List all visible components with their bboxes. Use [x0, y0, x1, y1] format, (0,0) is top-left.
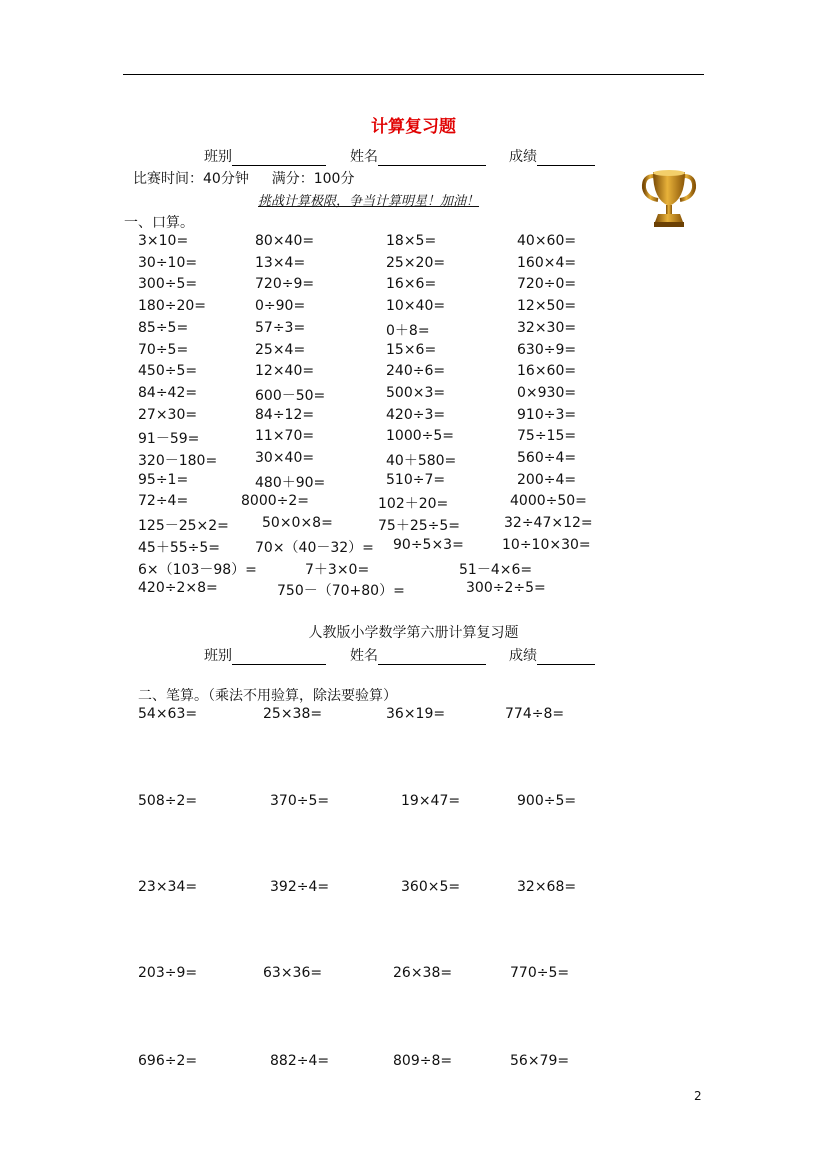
written-problem: 54×63= [138, 706, 198, 722]
class-label: 班别 [204, 149, 232, 165]
oral-problem: 1000÷5= [386, 428, 454, 445]
oral-problem: 180÷20= [138, 298, 206, 315]
written-problem: 882÷4= [270, 1053, 330, 1069]
name-blank[interactable] [378, 151, 486, 166]
oral-problem: 0＋8= [386, 322, 430, 339]
written-problem: 900÷5= [517, 793, 577, 809]
class-label-2: 班别 [204, 648, 232, 664]
name-blank-2[interactable] [378, 650, 486, 665]
written-problem: 19×47= [401, 793, 461, 809]
oral-problem: 3×10= [138, 233, 189, 249]
name-field [350, 146, 486, 166]
score-blank-2[interactable] [537, 650, 595, 665]
written-problem: 32×68= [517, 879, 577, 895]
written-problem: 25×38= [263, 706, 323, 722]
oral-problem: 102＋20= [378, 496, 449, 513]
oral-problem: 45＋55÷5= [138, 539, 220, 556]
name-label-2: 姓名 [350, 648, 378, 664]
score-field-2 [509, 645, 595, 665]
oral-problem: 300÷5= [138, 276, 198, 293]
oral-problem: 910÷3= [517, 406, 577, 423]
oral-problem: 0÷90= [255, 298, 306, 315]
oral-problem: 30×40= [255, 450, 315, 466]
oral-problem: 160×4= [517, 254, 577, 271]
oral-problem: 420÷3= [386, 406, 446, 423]
oral-problem: 72÷4= [138, 493, 189, 510]
subtitle: 人教版小学数学第六册计算复习题 [308, 625, 519, 641]
oral-problem: 600－50= [255, 387, 326, 404]
written-problem: 696÷2= [138, 1053, 198, 1069]
oral-problem: 300÷2÷5= [466, 580, 546, 597]
written-problem: 774÷8= [505, 706, 565, 722]
oral-problem: 420÷2×8= [138, 580, 218, 597]
name-field-2 [350, 645, 486, 665]
oral-problem: 84÷42= [138, 384, 198, 401]
time-value: 40 [203, 171, 221, 187]
exam-info [133, 168, 354, 188]
oral-problem: 750－（70+80）= [277, 583, 405, 600]
written-problem: 360×5= [401, 879, 461, 895]
written-problem: 392÷4= [270, 879, 330, 895]
oral-problem: 85÷5= [138, 319, 189, 336]
oral-problem: 51－4×6= [459, 561, 533, 578]
section2-heading: 二、笔算。（乘法不用验算，除法要验算） [138, 688, 397, 704]
written-problem: 36×19= [386, 706, 446, 722]
oral-problem: 720÷0= [517, 276, 577, 293]
trophy-icon [640, 168, 698, 230]
oral-problem: 320－180= [138, 453, 218, 469]
oral-problem: 95÷1= [138, 471, 189, 488]
oral-problem: 510÷7= [386, 471, 446, 488]
written-problem: 770÷5= [510, 965, 570, 981]
written-problem: 203÷9= [138, 965, 198, 981]
class-field-2 [204, 645, 326, 665]
written-problem: 23×34= [138, 879, 198, 895]
oral-problem: 16×6= [386, 276, 437, 293]
slogan: 挑战计算极限，争当计算明星！加油！ [258, 194, 480, 209]
oral-problem: 27×30= [138, 406, 198, 423]
oral-problem: 84÷12= [255, 406, 315, 423]
oral-problem: 30÷10= [138, 254, 198, 271]
oral-problem: 40＋580= [386, 453, 457, 469]
oral-problem: 240÷6= [386, 363, 446, 380]
oral-problem: 25×4= [255, 341, 306, 358]
score-field [509, 146, 595, 166]
oral-problem: 80×40= [255, 233, 315, 249]
class-blank-2[interactable] [232, 650, 326, 665]
oral-problem: 125－25×2= [138, 518, 229, 535]
time-label: 比赛时间： [133, 171, 203, 187]
score-label-2: 成绩 [509, 648, 537, 664]
written-problem: 56×79= [510, 1053, 570, 1069]
oral-problem: 11×70= [255, 428, 315, 445]
oral-problem: 7＋3×0= [305, 561, 370, 578]
score-blank[interactable] [537, 151, 595, 166]
oral-problem: 90÷5×3= [393, 536, 464, 553]
oral-problem: 70×（40－32）= [255, 539, 374, 556]
section1-heading: 一、口算。 [124, 215, 194, 231]
oral-problem: 18×5= [386, 233, 437, 249]
oral-problem: 75＋25÷5= [378, 518, 460, 535]
oral-problem: 8000÷2= [241, 493, 309, 510]
page-title: 计算复习题 [371, 117, 456, 137]
name-label: 姓名 [350, 149, 378, 165]
oral-problem: 480＋90= [255, 474, 326, 491]
page-number: 2 [694, 1089, 702, 1103]
oral-problem: 75÷15= [517, 428, 577, 445]
oral-problem: 500×3= [386, 384, 446, 401]
oral-problem: 50×0×8= [262, 515, 333, 532]
oral-problem: 32×30= [517, 319, 577, 336]
oral-problem: 0×930= [517, 384, 577, 401]
written-problem: 26×38= [393, 965, 453, 981]
oral-problem: 25×20= [386, 254, 446, 271]
class-field [204, 146, 326, 166]
written-problem: 508÷2= [138, 793, 198, 809]
oral-problem: 200÷4= [517, 471, 577, 488]
time-unit: 分钟 [220, 171, 249, 187]
oral-problem: 560÷4= [517, 450, 577, 466]
oral-problem: 70÷5= [138, 341, 189, 358]
oral-problem: 40×60= [517, 233, 577, 249]
full-unit: 分 [340, 171, 355, 187]
oral-problem: 630÷9= [517, 341, 577, 358]
oral-problem: 12×40= [255, 363, 315, 380]
oral-problem: 32÷47×12= [504, 515, 593, 532]
oral-problem: 13×4= [255, 254, 306, 271]
oral-problem: 720÷9= [255, 276, 315, 293]
full-label: 满分： [271, 171, 314, 187]
header-rule [123, 74, 704, 75]
written-problem: 809÷8= [393, 1053, 453, 1069]
written-problem: 63×36= [263, 965, 323, 981]
written-problem: 370÷5= [270, 793, 330, 809]
oral-problem: 10÷10×30= [502, 536, 591, 553]
oral-problem: 15×6= [386, 341, 437, 358]
class-blank[interactable] [232, 151, 326, 166]
oral-problem: 57÷3= [255, 319, 306, 336]
full-value: 100 [313, 171, 341, 187]
oral-problem: 4000÷50= [510, 493, 587, 510]
score-label: 成绩 [509, 149, 537, 165]
oral-problem: 16×60= [517, 363, 577, 380]
oral-problem: 10×40= [386, 298, 446, 315]
oral-problem: 450÷5= [138, 363, 198, 380]
oral-problem: 91－59= [138, 431, 200, 448]
oral-problem: 6×（103－98）= [138, 561, 257, 578]
oral-problem: 12×50= [517, 298, 577, 315]
